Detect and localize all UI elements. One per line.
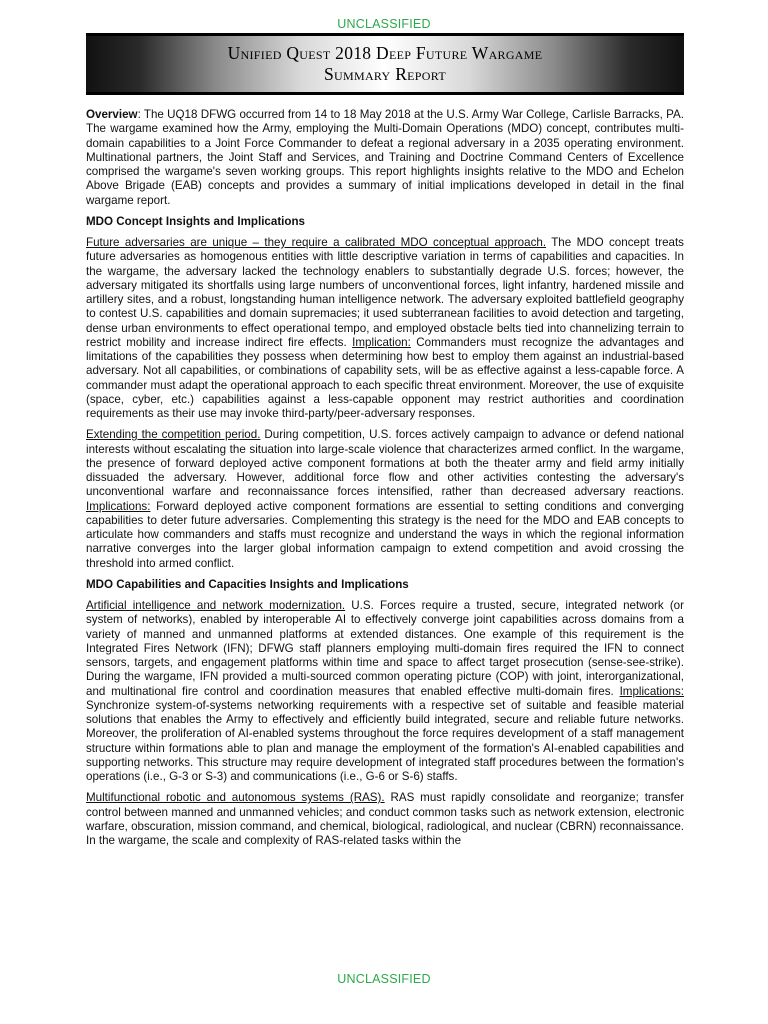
implication-label: Implications: [619,684,684,698]
section-heading-concept: MDO Concept Insights and Implications [86,214,306,228]
paragraph-text: Forward deployed active component formations are essential to setting conditions and converging capabilities to deter future adversaries. Complementing this strategy is the need for the MDO and EAB concepts to articulate how commanders and staffs must recognize and understand the ways in which the regional information narrative converges into the larger global information campaign to extend competition and avoid crossing the threshold into armed conflict. [86,499,684,570]
classification-marking-bottom: UNCLASSIFIED [337,972,431,986]
paragraph-text: During competition, U.S. forces actively campaign to advance or defend national interests without escalating the situation into large-scale violence that characterizes armed conflict. In the wargame, the presence of forward deployed active component formations at both the theater army and field army initially dissuaded the adversary. However, additional force flow and other activities contesting the adversary's unconventional warfare and reconnaissance forces intensified, rather than decreased adversary reactions. [86,428,684,499]
document-body [86,108,684,855]
paragraph-text: Synchronize system-of-systems networking requirements with a respective set of suitable and feasible material solutions that enables the Army to effectively and efficiently build integrated, secure and reliable future networks. Moreover, the proliferation of AI-enabled systems throughout the force requires development of a staff management structure within formations able to plan and manage the employment of the formation's AI-enabled capabilities and supporting networks. This structure may require development of integrated staff procedures between the formation's operations (i.e., G-3 or S-3) and communications (i.e., G-6 or S-6) staffs. [86,698,684,783]
paragraph-ras [86,791,684,848]
section-heading-capabilities: MDO Capabilities and Capacities Insights and Implications [86,577,409,591]
classification-marking-top: UNCLASSIFIED [337,17,431,31]
paragraph-competition [86,428,684,571]
report-title: Unified Quest 2018 Deep Future Wargame [227,43,543,63]
paragraph-lead: Multifunctional robotic and autonomous systems (RAS). [86,791,385,805]
paragraph-text: The MDO concept treats future adversaries as homogenous entities with little descriptive variation in terms of capabilities and capacities. In the wargame, the adversary lacked the technology enablers to substantially degrade U.S. forces; however, the adversary mitigated its shortfalls using large numbers of unconventional forces, light infantry, hardened missile and artillery sites, and a robust, longstanding human intelligence network. The adversary exploited battlefield geography to contest U.S. capabilities and domain supremacies; it used subterranean facilities to avoid detection and targeting, dense urban environments to effect operational tempo, and employed obstacle belts tied into channelizing terrain to restrict mobility and increase indirect fire effects. [86,236,684,349]
implication-label: Implications: [86,499,151,513]
paragraph-text: U.S. Forces require a trusted, secure, integrated network (or system of networks), enabled by interoperable AI to effectively converge joint capabilities across domains from a variety of manned and unmanned platforms at extended distances. One example of this requirement is the Integrated Fires Network (IFN); DFWG staff planners employing multi-domain fires required the IFN to connect sensors, targets, and engagement platforms within time and space to affect target prosecution (sense-see-strike). During the wargame, IFN provided a multi-sourced common operating picture (COP) with joint, interorganizational, and multinational fire control and coordination measures that enabled effective multi-domain fires. [86,599,684,698]
paragraph-adversaries [86,236,684,421]
overview-label: Overview [86,108,138,121]
overview-paragraph [86,108,684,208]
paragraph-lead: Artificial intelligence and network modernization. [86,599,346,612]
paragraph-text: Commanders must recognize the advantages and limitations of the capabilities they possess when determining how best to employ them against an industrial-based adversary. Not all capabilities, or combinations of capability sets, will be as effective against a less-capable force. A commander must adapt the operational approach to each specific threat environment. Moreover, the use of exquisite (space, cyber, etc.) capabilities against a less-capable opponent may restrict authorities and coordination requirements as their use may invoke third-party/peer-adversary responses. [86,335,685,420]
paragraph-lead: Future adversaries are unique – they require a calibrated MDO conceptual approach. [86,236,547,249]
paragraph-text: RAS must rapidly consolidate and reorganize; transfer control between manned and unmanned vehicles; and conduct common tasks such as network extension, electronic warfare, obscuration, mission command, and chemical, biological, radiological, and nuclear (CBRN) reconnaissance. In the wargame, the scale and complexity of RAS-related tasks within the [86,791,685,847]
implication-label: Implication: [352,335,411,349]
report-subtitle: Summary Report [324,64,446,84]
paragraph-lead: Extending the competition period. [86,428,261,442]
paragraph-ai-network [86,599,684,784]
title-banner [86,33,684,95]
overview-text: : The UQ18 DFWG occurred from 14 to 18 May 2018 at the U.S. Army War College, Carlisle Barracks, PA. The wargame examined how the Army, employing the Multi-Domain Operations (MDO) concept, contributes multi-domain capabilities to a Joint Force Commander to defeat a regional adversary in a 2035 operating environment. Multinational partners, the Joint Staff and Services, and Training and Doctrine Command Centers of Excellence comprised the wargame's seven working groups. This report highlights insights relative to the MDO and Echelon Above Brigade (EAB) concepts and provides a summary of initial implications developed in detail in the final wargame report. [86,108,684,207]
